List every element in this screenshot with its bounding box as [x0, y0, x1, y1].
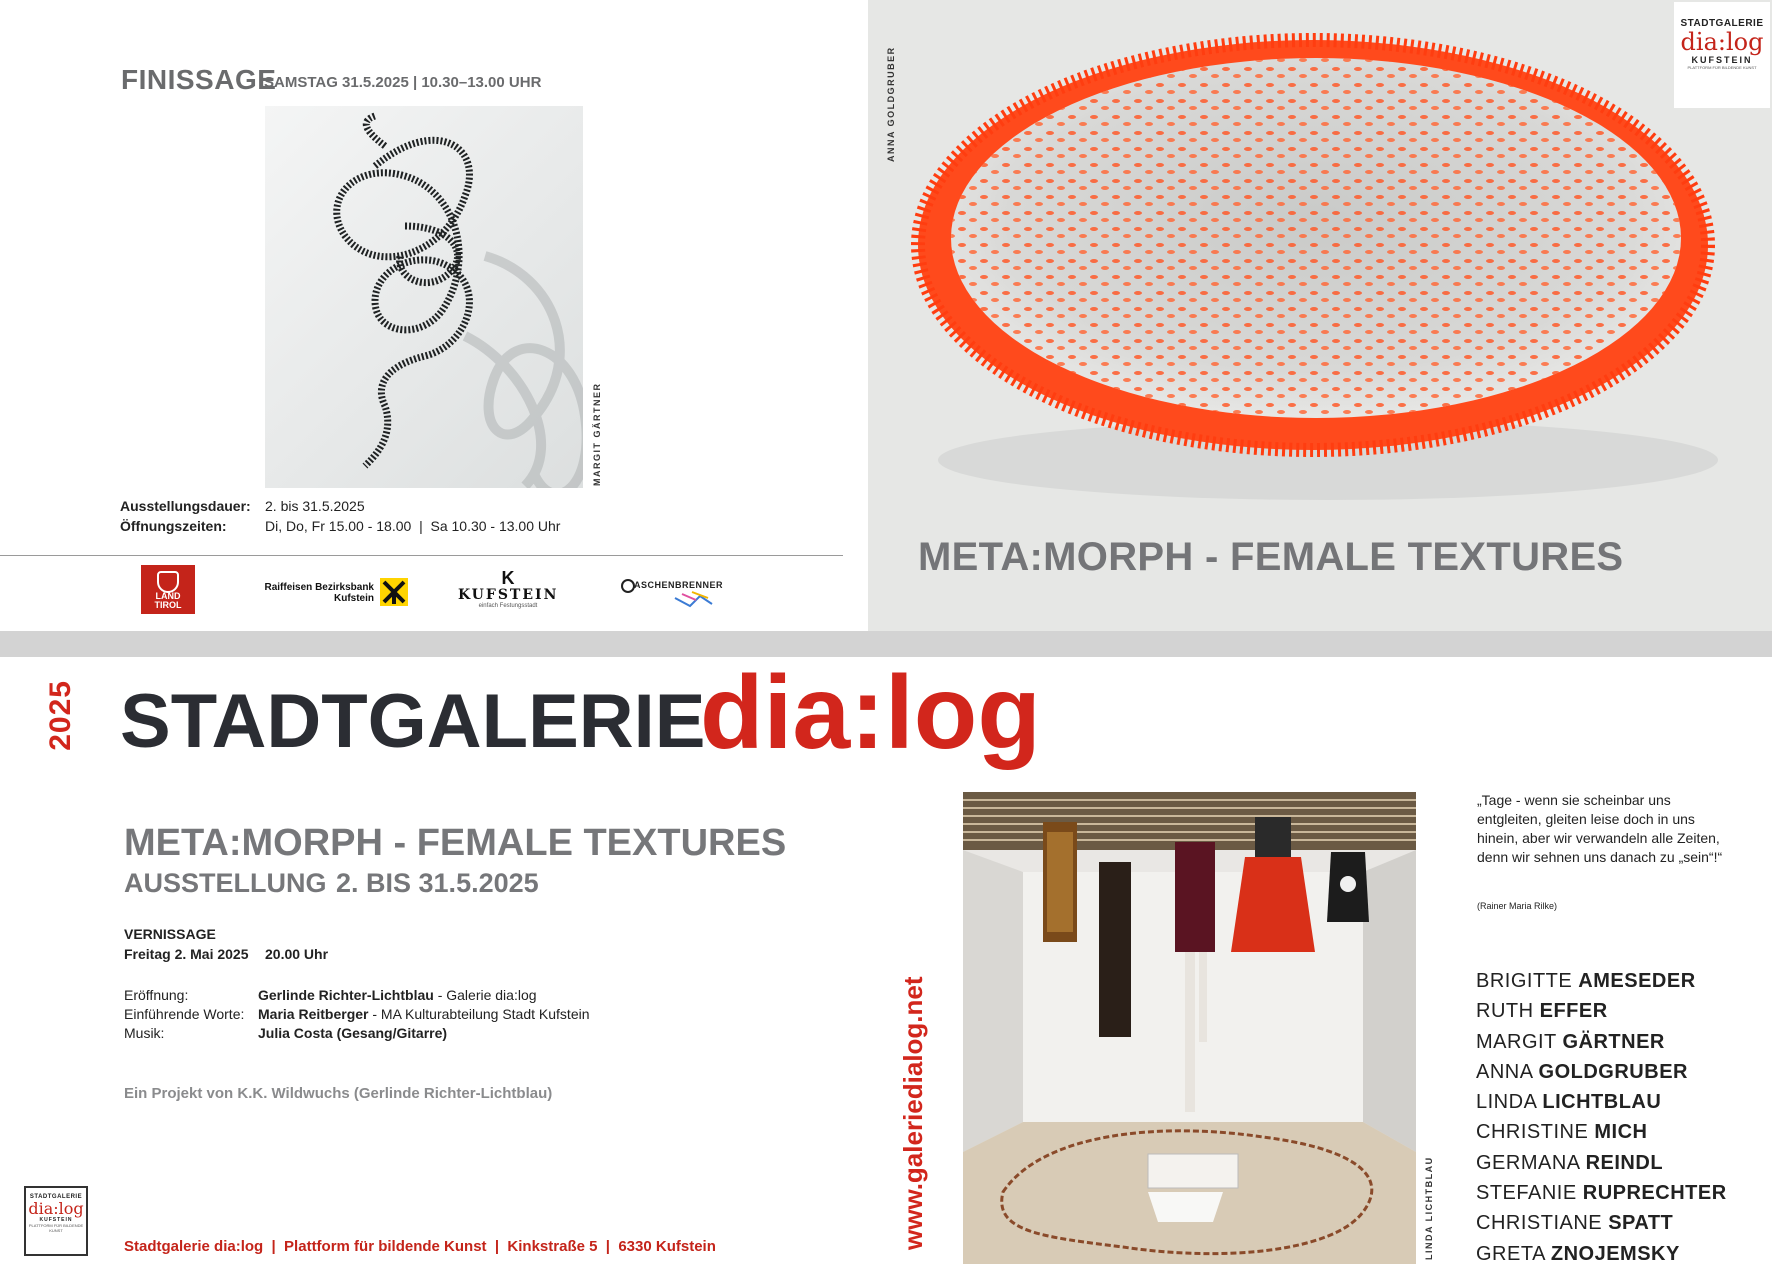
kufstein-logo	[458, 569, 558, 613]
opening-hours-label: Öffnungszeiten:	[120, 518, 227, 534]
program-detail-opening: - Galerie dia:log	[433, 987, 537, 1003]
artist-last-name: AMESEDER	[1578, 970, 1696, 992]
project-credit: Ein Projekt von K.K. Wildwuchs (Gerlinde Richter-Lichtblau)	[124, 1085, 553, 1102]
artist-item	[1476, 996, 1766, 1026]
raiffeisen-gable-icon	[380, 578, 408, 606]
headline-dialog: dia:log	[700, 655, 1041, 771]
artist-last-name: GÄRTNER	[1562, 1030, 1665, 1053]
vernissage-date: Freitag 2. Mai 2025	[124, 946, 249, 962]
artist-item	[1476, 1148, 1766, 1178]
divider-line	[0, 555, 843, 556]
logo-dialog-text: dia:log	[1680, 28, 1764, 56]
artist-first-name: GRETA	[1476, 1242, 1545, 1265]
raiffeisen-logo	[238, 578, 408, 604]
artist-item	[1476, 1117, 1766, 1147]
artist-credit-goldgruber: ANNA GOLDGRUBER	[886, 46, 896, 162]
artist-first-name: GERMANA	[1476, 1151, 1580, 1174]
eagle-icon	[157, 571, 179, 593]
program-label-opening: Eröffnung:	[124, 987, 189, 1003]
artist-first-name: LINDA	[1476, 1091, 1537, 1114]
aschenbrenner-logo	[620, 578, 724, 612]
artist-last-name: RUPRECHTER	[1582, 1182, 1727, 1205]
artist-credit-gaertner: MARGIT GÄRTNER	[592, 382, 602, 486]
artist-last-name: ZNOJEMSKY	[1550, 1242, 1680, 1265]
program-label-music: Musik:	[124, 1025, 165, 1041]
wire-sculpture-image	[265, 106, 583, 488]
artist-first-name: STEFANIE	[1476, 1182, 1577, 1205]
aschenbrenner-text: ASCHENBRENNER	[634, 580, 724, 590]
rilke-quote: „Tage - wenn sie scheinbar uns entgleiten, gleiten leise doch in uns hinein, aber wir verwandeln alle Zeiten, denn wir sehnen uns danach zu „sein“!“	[1477, 792, 1723, 865]
raiffeisen-text: Raiffeisen Bezirksbank Kufstein	[264, 582, 374, 604]
artist-list	[1476, 966, 1766, 1269]
artist-item	[1476, 1178, 1766, 1208]
logo-bottom-tagline: PLATTFORM FÜR BILDENDE KUNST	[28, 1223, 84, 1233]
land-tirol-logo	[141, 565, 195, 614]
artist-last-name: MICH	[1594, 1121, 1648, 1144]
artist-last-name: EFFER	[1539, 1000, 1608, 1023]
program-name-intro: Maria Reitberger	[258, 1006, 369, 1022]
duration-label: Ausstellungsdauer:	[120, 498, 251, 514]
stadtgalerie-logo-bottom	[24, 1186, 88, 1256]
vernissage-label: VERNISSAGE	[124, 926, 216, 942]
artist-last-name: REINDL	[1585, 1151, 1664, 1174]
finissage-title: FINISSAGE	[121, 64, 277, 95]
kufstein-tagline: einfach Festungsstadt	[478, 603, 538, 609]
gallery-installation-graphic	[963, 792, 1416, 1264]
land-tirol-text: LAND TIROL	[154, 591, 182, 610]
vernissage-time: 20.00 Uhr	[265, 946, 329, 962]
artist-first-name: MARGIT	[1476, 1030, 1557, 1053]
artist-first-name: BRIGITTE	[1476, 970, 1573, 992]
headline-stadtgalerie: STADTGALERIE	[120, 679, 706, 764]
footer-address: Stadtgalerie dia:log | Plattform für bildende Kunst | Kinkstraße 5 | 6330 Kufstein	[124, 1238, 716, 1255]
exhibition-dates: 2. BIS 31.5.2025	[336, 868, 539, 898]
artist-last-name: GOLDGRUBER	[1538, 1060, 1688, 1083]
year-label: 2025	[44, 680, 77, 751]
logo-bottom-kufstein: KUFSTEIN	[39, 1217, 73, 1223]
program-name-opening: Gerlinde Richter-Lichtblau	[258, 987, 434, 1003]
program-label-intro: Einführende Worte:	[124, 1006, 245, 1022]
artist-last-name: LICHTBLAU	[1542, 1091, 1662, 1114]
kufstein-text: KUFSTEIN	[458, 587, 559, 603]
program-name-music: Julia Costa (Gesang/Gitarre)	[258, 1025, 448, 1041]
logo-stadtgalerie-text: STADTGALERIE	[1680, 18, 1764, 29]
logo-tagline-text: PLATTFORM FÜR BILDENDE KUNST	[1687, 65, 1757, 70]
exhibition-title: META:MORPH - FEMALE TEXTURES	[124, 822, 787, 864]
logo-bottom-stadtgalerie: STADTGALERIE	[29, 1194, 83, 1200]
artist-item	[1476, 1208, 1766, 1238]
artist-first-name: CHRISTIANE	[1476, 1212, 1603, 1235]
artist-first-name: ANNA	[1476, 1060, 1533, 1083]
artist-first-name: RUTH	[1476, 1000, 1534, 1023]
artist-item	[1476, 1087, 1766, 1117]
artist-credit-lichtblau: LINDA LICHTBLAU	[1424, 1156, 1434, 1260]
finissage-date: SAMSTAG 31.5.2025 | 10.30–13.00 UHR	[264, 74, 542, 91]
gallery-installation-photo	[963, 792, 1416, 1264]
exhibition-label: AUSSTELLUNG	[124, 868, 327, 898]
logo-kufstein-text: KUFSTEIN	[1691, 55, 1753, 65]
artist-item	[1476, 1027, 1766, 1057]
program-detail-intro: - MA Kulturabteilung Stadt Kufstein	[368, 1006, 590, 1022]
artist-item	[1476, 966, 1766, 996]
program-value-intro	[258, 1006, 590, 1022]
artist-last-name: SPATT	[1608, 1212, 1674, 1235]
artist-item	[1476, 1057, 1766, 1087]
artist-item	[1476, 1239, 1766, 1269]
quote-author: (Rainer Maria Rilke)	[1477, 901, 1558, 911]
stadtgalerie-logo-top	[1674, 2, 1770, 108]
wire-sculpture-drawing	[265, 106, 583, 488]
website-link[interactable]: www.galeriedialog.net	[898, 976, 928, 1250]
photo-overlay-title: META:MORPH - FEMALE TEXTURES	[918, 535, 1624, 579]
logo-bottom-dialog: dia:log	[28, 1199, 84, 1218]
opening-hours-value: Di, Do, Fr 15.00 - 18.00 | Sa 10.30 - 13.00 Uhr	[265, 518, 561, 534]
kufstein-k-mark: K	[501, 568, 515, 588]
program-value-music	[258, 1025, 447, 1041]
duration-value: 2. bis 31.5.2025	[265, 498, 365, 514]
program-value-opening	[258, 987, 537, 1003]
artist-first-name: CHRISTINE	[1476, 1121, 1589, 1144]
